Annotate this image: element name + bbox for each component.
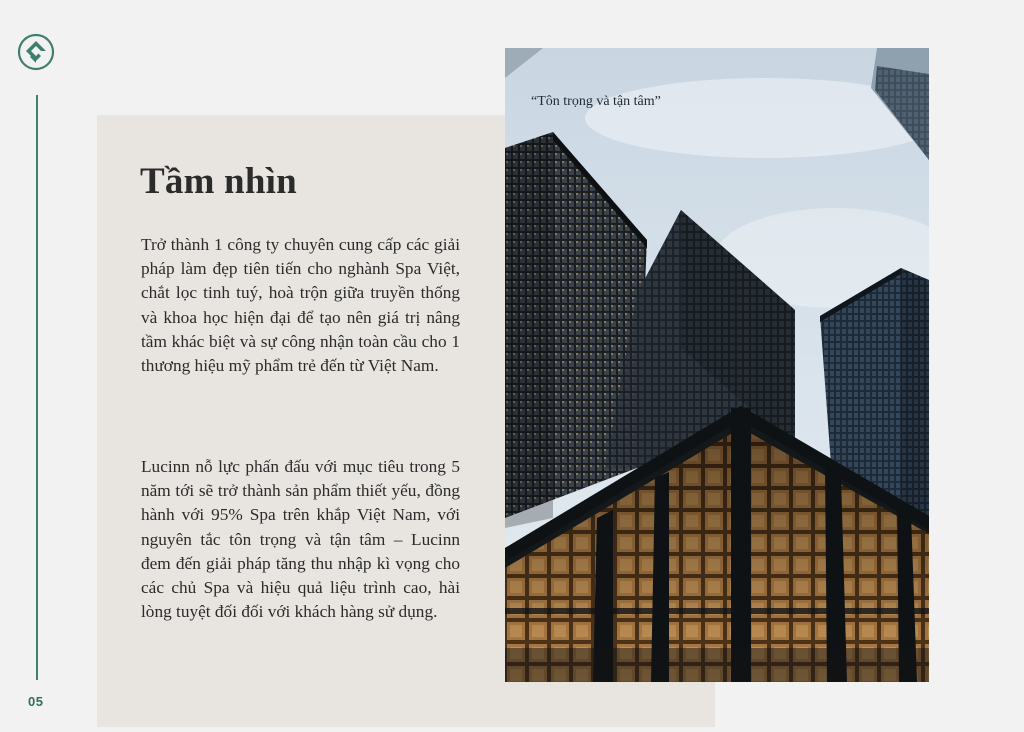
- section-title: Tầm nhìn: [140, 161, 297, 202]
- vision-paragraph-1: Trở thành 1 công ty chuyên cung cấp các giải pháp làm đẹp tiên tiến cho nghành Spa Việt, chắt lọc tinh tuý, hoà trộn giữa truyền thống và khoa học hiện đại để tạo nên giá trị nâng tầm khác biệt và sự công nhận toàn cầu cho 1 thương hiệu mỹ phẩm trẻ đến từ Việt Nam.: [141, 235, 460, 376]
- vision-paragraph-2: Lucinn nỗ lực phấn đấu với mục tiêu trong 5 năm tới sẽ trở thành sản phẩm thiết yếu, đồng hành với 95% Spa trên khắp Việt Nam, với nguyên tắc tôn trọng và tận tâm – Lucinn đem đến giải pháp tăng thu nhập kì vọng cho các chủ Spa và hiệu quả liệu trình cao, hài lòng tuyệt đối đối với khách hàng sử dụng.: [141, 457, 460, 622]
- lucinn-logo-icon: [17, 33, 55, 71]
- skyscrapers-photo: [505, 48, 929, 682]
- vertical-divider: [36, 95, 38, 680]
- page-number: 05: [28, 694, 44, 709]
- photo-quote: “Tôn trọng và tận tâm”: [531, 94, 661, 109]
